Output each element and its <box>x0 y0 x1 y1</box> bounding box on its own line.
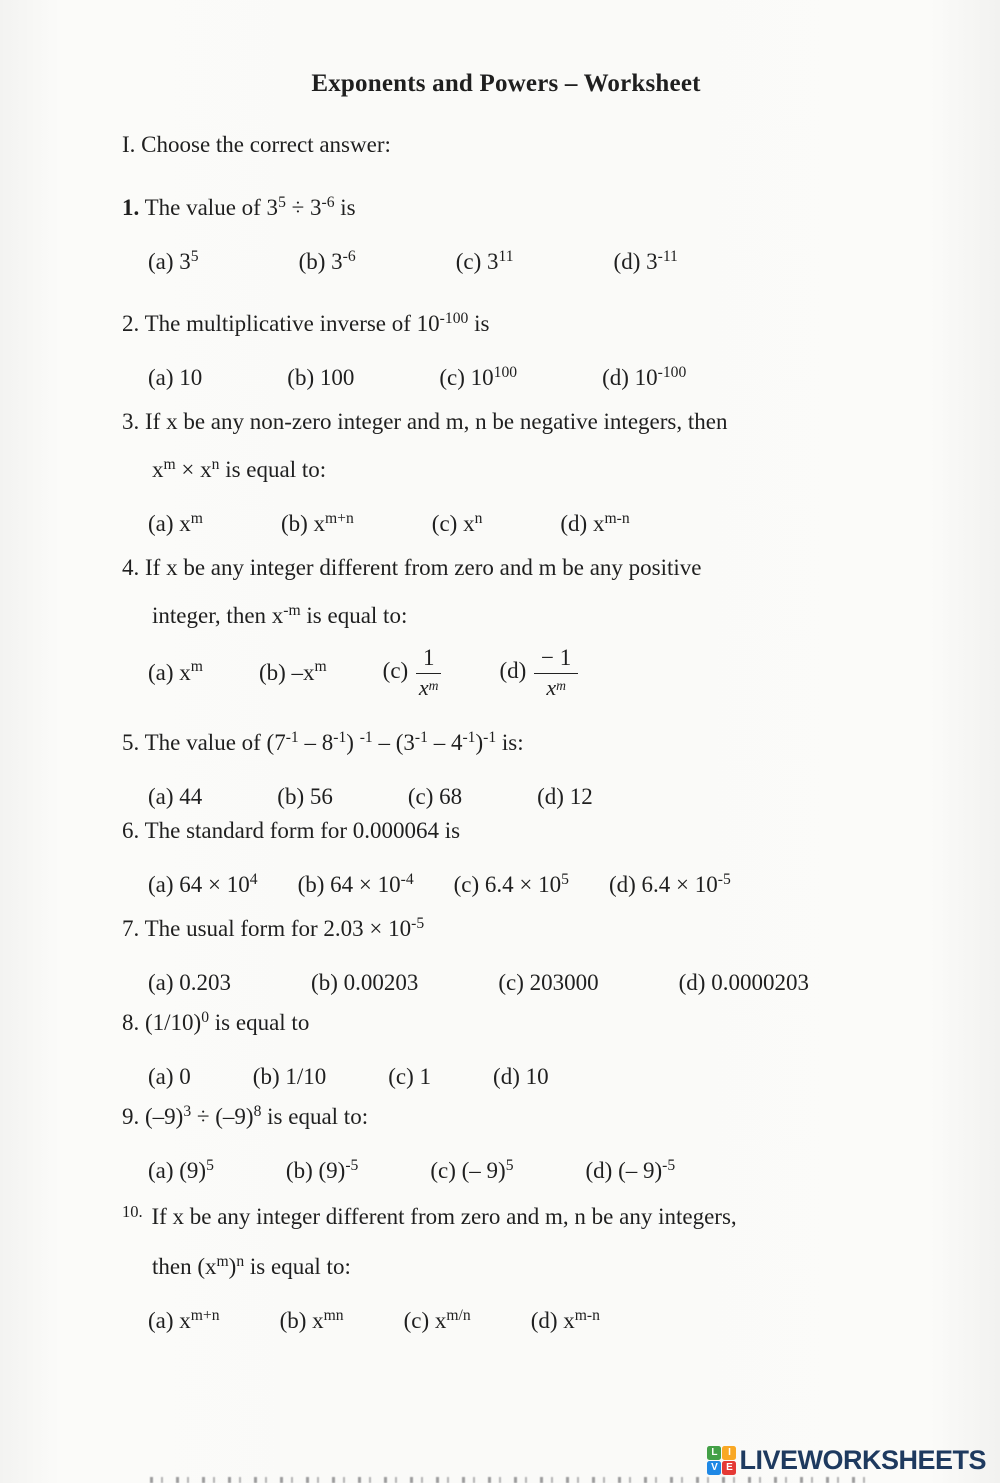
question-block <box>122 1007 890 1093</box>
question-text: 1. The value of $3^5 \div 3^{-6}$ is <box>122 193 356 220</box>
options-row <box>148 1155 890 1187</box>
question-text: then $(x^m)^n$ is equal to: <box>152 1252 351 1279</box>
logo-tile-l: L <box>707 1446 721 1460</box>
liveworksheets-logo[interactable] <box>707 1445 986 1476</box>
answer-option[interactable]: (a) 44 <box>148 784 203 809</box>
answer-option[interactable]: (c) 203000 <box>498 970 599 995</box>
answer-option[interactable]: (d) (– 9)$^{-5}$ <box>585 1156 676 1183</box>
answer-option[interactable]: (c) $10^{100}$ <box>439 363 518 390</box>
answer-option[interactable]: (a) $3^5$ <box>148 247 199 274</box>
question-lines <box>122 815 890 847</box>
answer-option[interactable]: (a) 0.203 <box>148 970 232 995</box>
liveworksheets-logo-icon <box>707 1446 736 1475</box>
answer-option[interactable]: (b) $64 \times 10^{-4}$ <box>297 870 414 897</box>
answer-option[interactable]: (c) $x^{m/n}$ <box>403 1306 471 1333</box>
answer-option[interactable]: (c) (– 9)$^5$ <box>430 1156 514 1183</box>
question-lines <box>122 406 890 486</box>
answer-option[interactable]: (a) $x^m$ <box>148 509 203 536</box>
liveworksheets-logo-text: LIVEWORKSHEETS <box>739 1445 986 1475</box>
answer-option[interactable]: (b) $(9)^{-5}$ <box>285 1156 359 1183</box>
questions-list <box>122 192 890 1337</box>
answer-option[interactable]: (d) $6.4 \times 10^{-5}$ <box>608 870 731 897</box>
answer-option[interactable]: (b) 56 <box>277 784 333 809</box>
answer-option[interactable]: (a) 10 <box>148 365 203 390</box>
question-text: 8. $(1/10)^0$ is equal to <box>122 1008 310 1035</box>
section-heading: I. Choose the correct answer: <box>122 132 391 157</box>
question-text: 9. $(-9)^3 \div (-9)^8$ is equal to: <box>122 1102 369 1129</box>
question-text: $^{10.}$ If x be any integer different from zero and m, n be any integers, <box>122 1201 737 1229</box>
answer-option[interactable]: (b) 0.00203 <box>311 970 419 995</box>
options-row <box>148 362 890 394</box>
answer-option[interactable]: (a) $(9)^5$ <box>148 1156 214 1183</box>
question-block <box>122 192 890 278</box>
question-lines <box>122 1101 890 1133</box>
question-text: integer, then $x^{-m}$ is equal to: <box>152 601 408 628</box>
question-text: 4. If x be any integer different from zero and m be any positive <box>122 555 702 580</box>
question-block <box>122 913 890 999</box>
question-text: 3. If x be any non-zero integer and m, n be negative integers, then <box>122 409 728 434</box>
answer-option[interactable]: (c) $\frac{1}{x^m}$ <box>383 646 444 699</box>
worksheet-title: Exponents and Powers – Worksheet <box>311 70 701 97</box>
options-row <box>148 1061 890 1093</box>
fraction: $\frac{1}{x^m}$ <box>416 646 442 699</box>
question-block <box>122 308 890 394</box>
options-row <box>148 967 890 999</box>
question-block <box>122 406 890 540</box>
answer-option[interactable]: (b) $x^{m+n}$ <box>280 509 354 536</box>
question-lines <box>122 1007 890 1039</box>
options-row <box>148 869 890 901</box>
question-lines <box>122 1201 890 1283</box>
answer-option[interactable]: (a) $x^{m+n}$ <box>148 1306 220 1333</box>
question-block <box>122 1201 890 1337</box>
answer-option[interactable]: (d) 10 <box>493 1064 549 1089</box>
answer-option[interactable]: (d) 12 <box>537 784 593 809</box>
answer-option[interactable]: (a) $64 \times 10^4$ <box>148 870 258 897</box>
answer-option[interactable]: (c) $6.4 \times 10^5$ <box>453 870 569 897</box>
question-lines <box>122 913 890 945</box>
answer-option[interactable]: (b) 100 <box>287 365 355 390</box>
question-lines <box>122 727 890 759</box>
options-row <box>148 508 890 540</box>
answer-option[interactable]: (a) 0 <box>148 1064 191 1089</box>
answer-option[interactable]: (d) $3^{-11}$ <box>613 247 678 274</box>
question-lines <box>122 308 890 340</box>
answer-option[interactable]: (d) $\frac{- 1}{x^m}$ <box>499 646 580 699</box>
answer-option[interactable]: (d) $x^{m-n}$ <box>560 509 630 536</box>
answer-option[interactable]: (d) $x^{m-n}$ <box>530 1306 600 1333</box>
options-row <box>148 246 890 278</box>
question-lines <box>122 552 890 632</box>
question-block <box>122 815 890 901</box>
answer-option[interactable]: (b) $-x^m$ <box>258 658 327 685</box>
question-text: 5. The value of $(7^{-1} - 8^{-1})$ $^{-1} - (3^{-1} - 4^{-1})^{-1}$ is: <box>122 728 524 755</box>
answer-option[interactable]: (b) 1/10 <box>252 1064 327 1089</box>
answer-option[interactable]: (c) 1 <box>388 1064 432 1089</box>
answer-option[interactable]: (c) $x^n$ <box>431 509 483 536</box>
worksheet-page <box>0 70 1000 1483</box>
answer-option[interactable]: (a) $x^m$ <box>148 658 203 685</box>
answer-option[interactable]: (c) 68 <box>407 784 463 809</box>
question-block <box>122 727 890 813</box>
question-text: $x^m \times x^n$ is equal to: <box>152 455 327 482</box>
answer-option[interactable]: (d) $10^{-100}$ <box>602 363 687 390</box>
question-lines <box>122 192 890 224</box>
answer-option[interactable]: (d) 0.0000203 <box>678 970 809 995</box>
question-text: 7. The usual form for $2.03 \times 10^{-5}$ <box>122 914 425 941</box>
question-block <box>122 552 890 699</box>
answer-option[interactable]: (b) $x^{mn}$ <box>279 1306 344 1333</box>
answer-option[interactable]: (c) $3^{11}$ <box>455 247 514 274</box>
logo-tile-v: V <box>707 1461 721 1475</box>
logo-tile-e: E <box>722 1461 736 1475</box>
fraction: $\frac{- 1}{x^m}$ <box>534 646 578 699</box>
cutoff-text-remnant <box>150 1477 865 1483</box>
logo-tile-i: I <box>722 1446 736 1460</box>
options-row <box>148 1305 890 1337</box>
question-block <box>122 1101 890 1187</box>
options-row <box>148 646 890 699</box>
answer-option[interactable]: (b) $3^{-6}$ <box>298 247 356 274</box>
options-row <box>148 781 890 813</box>
question-text: 6. The standard form for 0.000064 is <box>122 818 461 843</box>
question-text: 2. The multiplicative inverse of $10^{-100}$ is <box>122 309 490 336</box>
